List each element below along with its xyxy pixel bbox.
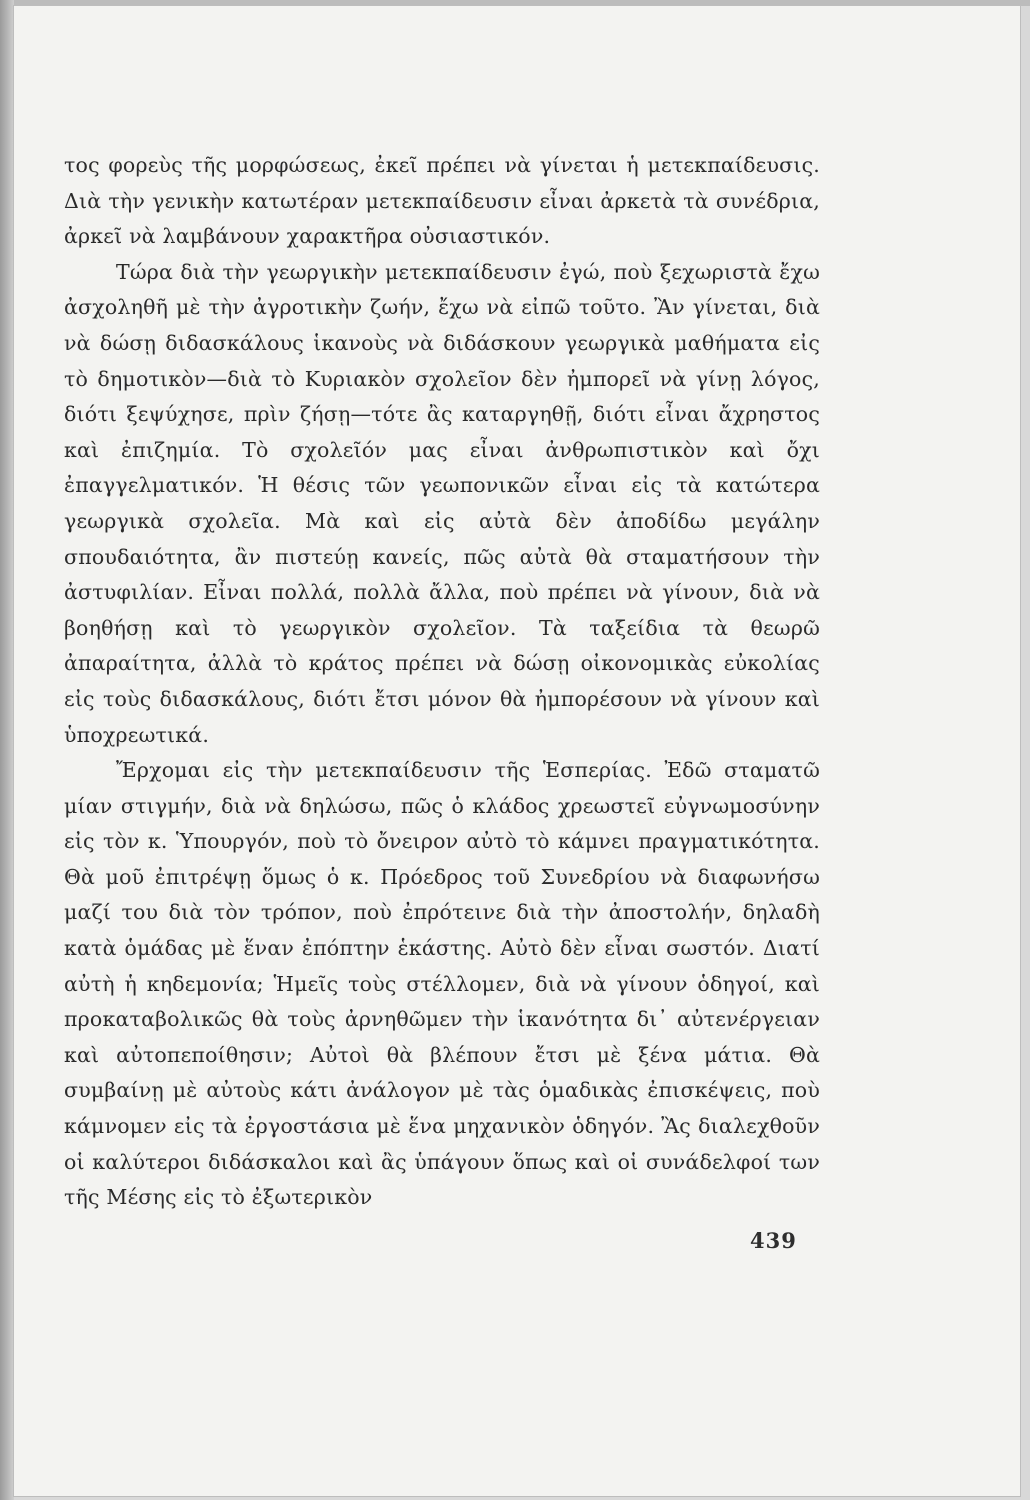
- book-page: [14, 6, 1020, 1496]
- book-spine-shadow: [0, 0, 14, 1500]
- paragraph-agricultural-training: Τώρα διὰ τὴν γεωργικὴν μετεκπαίδευσιν ἐγώ, ποὺ ξεχωριστὰ ἔχω ἀσχοληθῆ μὲ τὴν ἀγροτικὴν ζωήν, ἔχω νὰ εἰπῶ τοῦτο. Ἂν γίνεται, διὰ νὰ δώσῃ διδασκάλους ἱκανοὺς νὰ διδάσκουν γεωργικὰ μαθήματα εἰς τὸ δημοτικὸν—διὰ τὸ Κυριακὸν σχολεῖον δὲν ἠμπορεῖ νὰ γίνῃ λόγος, διότι ξεψύχησε, πρὶν ζήσῃ—τότε ἂς καταργηθῇ, διότι εἶναι ἄχρηστος καὶ ἐπιζημία. Τὸ σχολεῖόν μας εἶναι ἀνθρωπιστικὸν καὶ ὄχι ἐπαγγελματικόν. Ἡ θέσις τῶν γεωπονικῶν εἶναι εἰς τὰ κατώτερα γεωργικὰ σχολεῖα. Μὰ καὶ εἰς αὐτὰ δὲν ἀποδίδω μεγάλην σπουδαιότητα, ἂν πιστεύῃ κανείς, πῶς αὐτὰ θὰ σταματήσουν τὴν ἀστυφιλίαν. Εἶναι πολλά, πολλὰ ἄλλα, ποὺ πρέπει νὰ γίνουν, διὰ νὰ βοηθήσῃ καὶ τὸ γεωργικὸν σχολεῖον. Τὰ ταξείδια τὰ θεωρῶ ἀπαραίτητα, ἀλλὰ τὸ κράτος πρέπει νὰ δώσῃ οἰκονομικὰς εὐκολίας εἰς τοὺς διδασκάλους, διότι ἔτσι μόνον θὰ ἠμπορέσουν νὰ γίνουν καὶ ὑποχρεωτικά.: [64, 259, 820, 747]
- page-number: 439: [750, 1228, 797, 1253]
- paragraph-continuation: τος φορεὺς τῆς μορφώσεως, ἐκεῖ πρέπει νὰ γίνεται ἡ μετεκπαίδευσις. Διὰ τὴν γενικὴν κατωτέραν μετεκπαίδευσιν εἶναι ἀρκετὰ τὰ συνέδρια, ἀρκεῖ νὰ λαμβάνουν χαρακτῆρα οὐσιαστικόν.: [64, 153, 820, 249]
- paragraph-training-abroad: Ἔρχομαι εἰς τὴν μετεκπαίδευσιν τῆς Ἑσπερίας. Ἐδῶ σταματῶ μίαν στιγμήν, διὰ νὰ δηλώσω, πῶς ὁ κλάδος χρεωστεῖ εὐγνωμοσύνην εἰς τὸν κ. Ὑπουργόν, ποὺ τὸ ὄνειρον αὐτὸ τὸ κάμνει πραγματικότητα. Θὰ μοῦ ἐπιτρέψῃ ὅμως ὁ κ. Πρόεδρος τοῦ Συνεδρίου νὰ διαφωνήσω μαζί του διὰ τὸν τρόπον, ποὺ ἐπρότεινε διὰ τὴν ἀποστολήν, δηλαδὴ κατὰ ὁμάδας μὲ ἕναν ἐπόπτην ἑκάστης. Αὐτὸ δὲν εἶναι σωστόν. Διατί αὐτὴ ἡ κηδεμονία; Ἡμεῖς τοὺς στέλλομεν, διὰ νὰ γίνουν ὁδηγοί, καὶ προκαταβολικῶς θὰ τοὺς ἀρνηθῶμεν τὴν ἱκανότητα δι᾿ αὐτενέργειαν καὶ αὐτοπεποίθησιν; Αὐτοὶ θὰ βλέπουν ἔτσι μὲ ξένα μάτια. Θὰ συμβαίνῃ μὲ αὐτοὺς κάτι ἀνάλογον μὲ τὰς ὁμαδικὰς ἐπισκέψεις, ποὺ κάμνομεν εἰς τὰ ἐργοστάσια μὲ ἕνα μηχανικὸν ὁδηγόν. Ἂς διαλεχθοῦν οἱ καλύτεροι διδάσκαλοι καὶ ἂς ὑπάγουν ὅπως καὶ οἱ συνάδελφοί των τῆς Μέσης εἰς τὸ ἐξωτερικὸν: [64, 758, 820, 1210]
- body-text: [64, 148, 820, 1216]
